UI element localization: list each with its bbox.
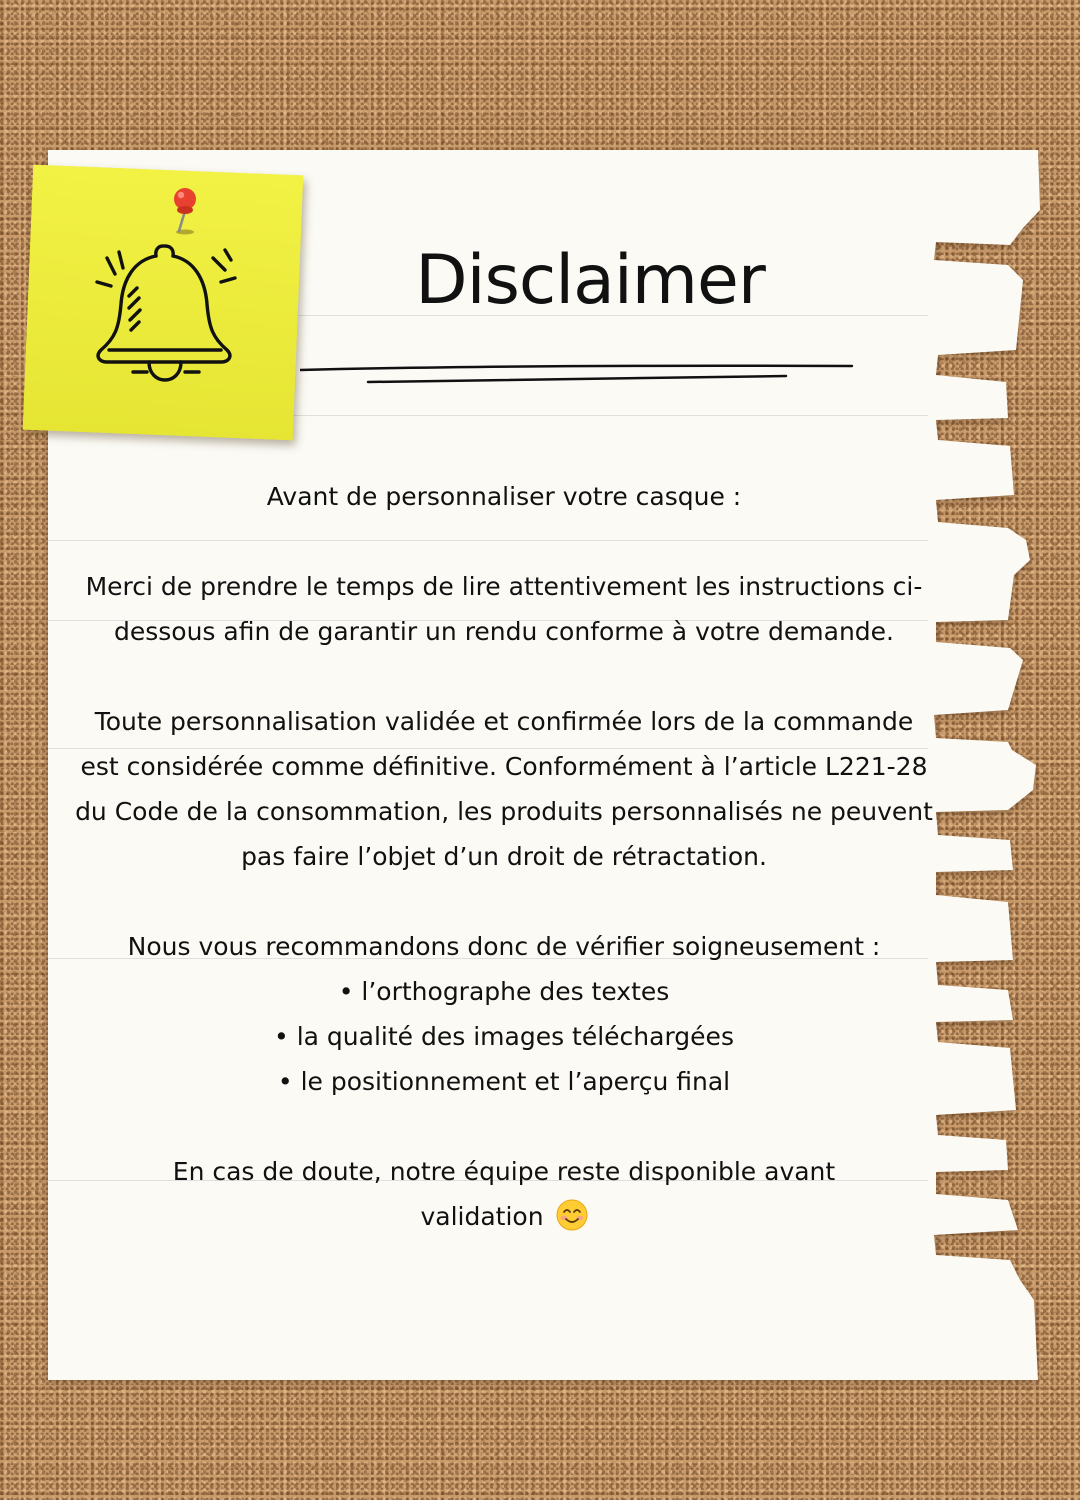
checklist bbox=[72, 969, 936, 1104]
checklist-item: • la qualité des images téléchargées bbox=[72, 1014, 936, 1059]
title-underline bbox=[300, 362, 860, 392]
closing-text: En cas de doute, notre équipe reste disponible avant validation bbox=[172, 1157, 836, 1231]
disclaimer-body bbox=[72, 474, 936, 1239]
page-title: Disclaimer bbox=[415, 241, 765, 320]
smiling-face-icon bbox=[556, 1199, 588, 1231]
legal-notice-paragraph: Toute personnalisation validée et confirmée lors de la commande est considérée comme définitive. Conformément à l’article L221-28 du Code de la consommation, les produits personnalisés ne peuvent pas faire l’objet d’un droit de rétractation. bbox=[75, 707, 933, 871]
checklist-item: • le positionnement et l’aperçu final bbox=[72, 1059, 936, 1104]
checklist-item: • l’orthographe des textes bbox=[72, 969, 936, 1014]
reading-instructions-paragraph: Merci de prendre le temps de lire attentivement les instructions ci-dessous afin de garantir un rendu conforme à votre demande. bbox=[85, 572, 923, 646]
bell-icon bbox=[85, 238, 245, 388]
closing-paragraph bbox=[72, 1149, 936, 1239]
checklist-heading: Nous vous recommandons donc de vérifier soigneusement : bbox=[127, 932, 881, 961]
pushpin-icon bbox=[165, 185, 205, 235]
intro-text: Avant de personnaliser votre casque : bbox=[266, 482, 742, 511]
